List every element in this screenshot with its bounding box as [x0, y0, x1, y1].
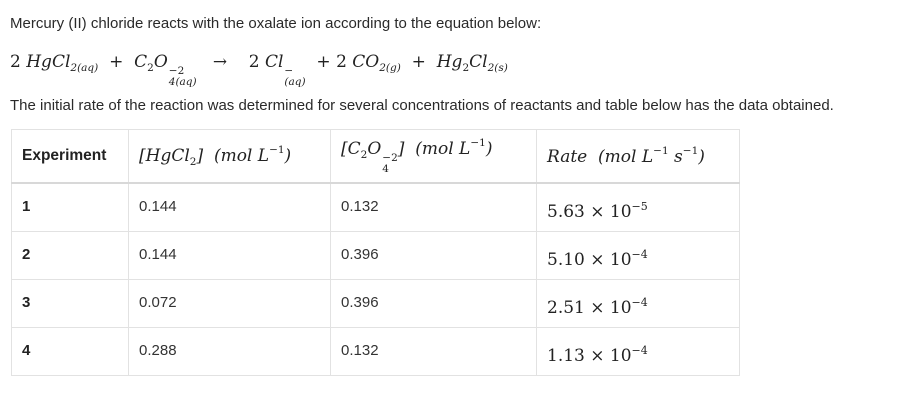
header-oxalate-concentration: [$C_2O$ −2 4 ] (mol $L^{-1}$) [331, 130, 537, 184]
product-2-coefficient: 2 [336, 52, 347, 72]
cell-oxalate: 0.132 [331, 183, 537, 231]
cell-hgcl2: 0.144 [129, 231, 331, 279]
cell-hgcl2: 0.288 [129, 327, 331, 375]
table-row [12, 279, 740, 327]
header-hgcl2-concentration: [HgCl$_2$] (mol $L^{-1}$) [129, 130, 331, 184]
header-rate: Rate (mol $L^{-1}$ $s^{-1}$) [537, 130, 740, 184]
reactant-2-subscript-1: 2 [147, 62, 154, 74]
cell-experiment: 3 [12, 279, 129, 327]
cell-experiment: 4 [12, 327, 129, 375]
plus-sign-2: + [316, 52, 331, 72]
header-experiment: Experiment [12, 130, 129, 184]
cell-rate: $5.63 \times 10^{-5}$ [537, 183, 740, 231]
reactant-2-formula: C [134, 52, 148, 72]
table-row [12, 327, 740, 375]
reaction-arrow: → [212, 52, 228, 72]
cell-oxalate: 0.132 [331, 327, 537, 375]
table-description: The initial rate of the reaction was determined for several concentrations of reactants and table below has the data obtained. [10, 97, 834, 114]
cell-oxalate: 0.396 [331, 231, 537, 279]
table-header-row [12, 130, 740, 184]
intro-text: Mercury (II) chloride reacts with the oxalate ion according to the equation below: [10, 15, 542, 32]
cell-hgcl2: 0.072 [129, 279, 331, 327]
reactant-2-script-stack [169, 66, 197, 88]
product-3-formula: Hg [436, 52, 463, 72]
reactant-1-subscript: 2(aq) [70, 62, 99, 74]
product-1-charge: − [284, 65, 294, 77]
cell-hgcl2: 0.144 [129, 183, 331, 231]
reaction-equation [10, 50, 508, 88]
reactant-1-coefficient: 2 [10, 52, 21, 72]
table-row [12, 183, 740, 231]
plus-sign-3: + [411, 52, 426, 72]
cell-rate: $2.51 \times 10^{-4}$ [537, 279, 740, 327]
cell-rate: $5.10 \times 10^{-4}$ [537, 231, 740, 279]
product-3-subscript-2: 2(s) [487, 62, 508, 74]
cell-experiment: 2 [12, 231, 129, 279]
reactant-2-formula-2: O [153, 52, 168, 72]
rate-data-table [11, 129, 740, 376]
product-3-subscript-1: 2 [462, 62, 470, 74]
cell-oxalate: 0.396 [331, 279, 537, 327]
product-1-subscript: (aq) [284, 76, 306, 88]
table-row [12, 231, 740, 279]
reactant-2-charge: −2 [168, 65, 185, 77]
reactant-1-formula: HgCl [26, 52, 71, 72]
product-3-formula-2: Cl [469, 52, 488, 72]
product-1-script-stack [284, 66, 305, 88]
plus-sign-1: + [109, 52, 124, 72]
product-2-subscript: 2(g) [379, 62, 401, 74]
product-1-formula: Cl [264, 52, 284, 72]
cell-experiment: 1 [12, 183, 129, 231]
product-2-formula: CO [352, 52, 380, 72]
reactant-2-subscript-2: 4(aq) [168, 76, 197, 88]
cell-rate: $1.13 \times 10^{-4}$ [537, 327, 740, 375]
product-1-coefficient: 2 [248, 52, 260, 72]
